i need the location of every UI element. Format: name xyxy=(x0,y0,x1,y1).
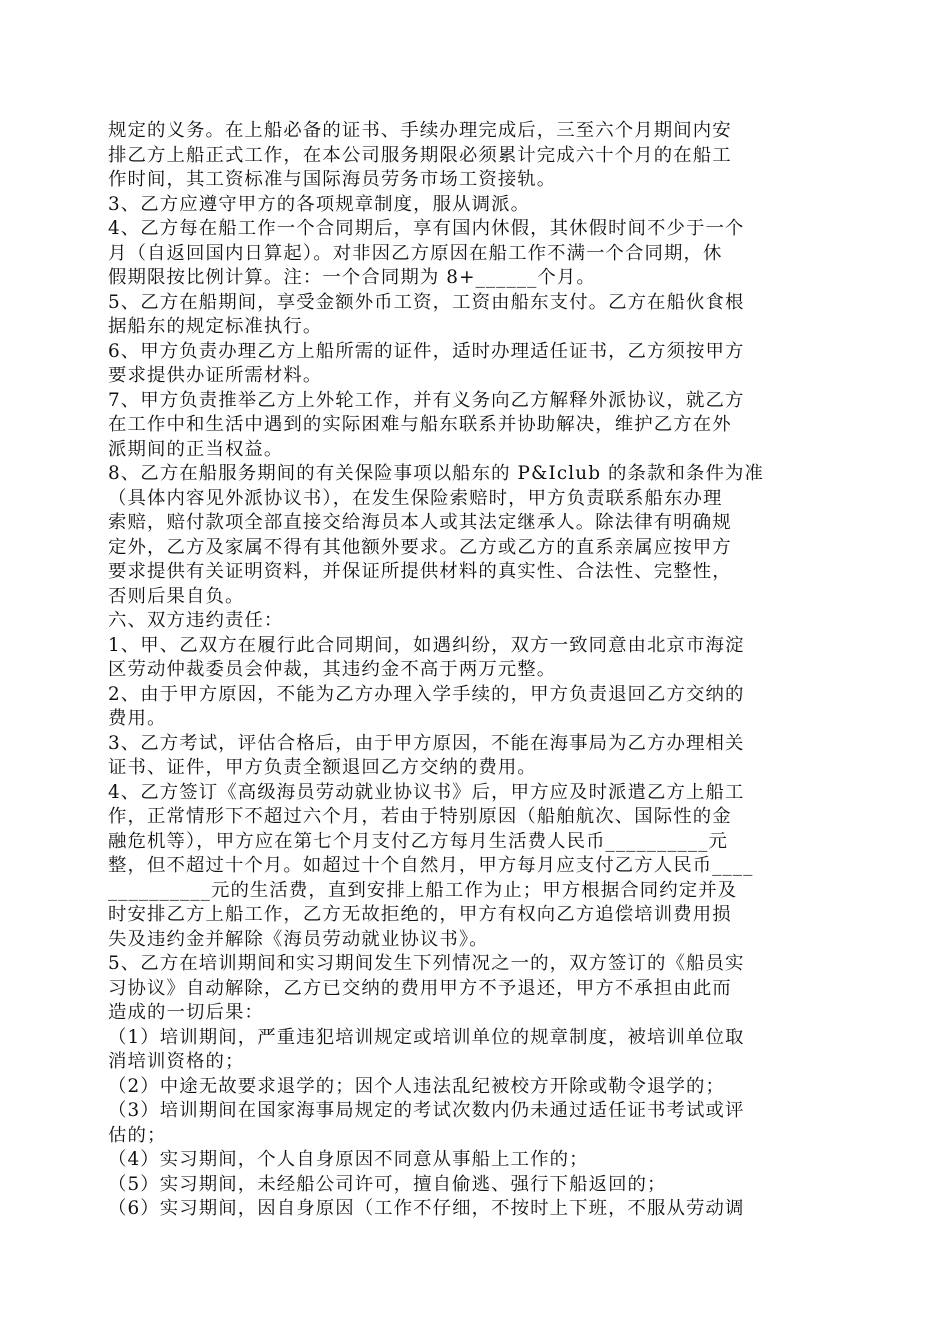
text-line: 月（自返回国内日算起）。对非因乙方原因在船工作不满一个合同期，休 xyxy=(108,242,723,264)
text-line: 作，正常情形下不超过六个月，若由于特别原因（船舶航次、国际性的金 xyxy=(108,806,732,827)
text-line: 1、甲、乙双方在履行此合同期间，如遇纠纷，双方一致同意由北京市海淀 xyxy=(108,634,745,656)
text-line: 作时间，其工资标准与国际海员劳务市场工资接轨。 xyxy=(108,169,557,190)
text-line: （4）实习期间，个人自身原因不同意从事船上工作的； xyxy=(108,1149,589,1170)
text-line: （6）实习期间，因自身原因（工作不仔细，不按时上下班，不服从劳动调 xyxy=(108,1198,745,1219)
text-line: 规定的义务。在上船必备的证书、手续办理完成后，三至六个月期间内安 xyxy=(108,120,732,141)
text-line: 证书、证件，甲方负责全额退回乙方交纳的费用。 xyxy=(108,757,537,778)
text-line: 费用。 xyxy=(108,708,167,729)
text-line: 时安排乙方上船工作，乙方无故拒绝的，甲方有权向乙方追偿培训费用损 xyxy=(108,904,732,925)
text-line: 要求提供办证所需材料。 xyxy=(108,365,323,386)
text-line: （具体内容见外派协议书），在发生保险索赔时，甲方负责联系船东办理 xyxy=(108,487,723,509)
text-line: （1）培训期间，严重违犯培训规定或培训单位的规章制度，被培训单位取 xyxy=(108,1026,745,1048)
text-line: 据船东的规定标准执行。 xyxy=(108,316,323,337)
section-heading: 六、双方违约责任： xyxy=(108,610,284,631)
text-line: 排乙方上船正式工作，在本公司服务期限必须累计完成六十个月的在船工 xyxy=(108,144,732,166)
text-line: 假期限按比例计算。注：一个合同期为 8+______个月。 xyxy=(108,267,596,288)
text-line: 8、乙方在船服务期间的有关保险事项以船东的 P&Iclub 的条款和条件为准 xyxy=(108,463,764,484)
text-line: 习协议》自动解除，乙方已交纳的费用甲方不予退还，甲方不承担由此而 xyxy=(108,977,732,999)
text-line: （3）培训期间在国家海事局规定的考试次数内仍未通过适任证书考试或评 xyxy=(108,1100,745,1121)
text-line: 造成的一切后果： xyxy=(108,1002,264,1023)
text-line: （5）实习期间，未经船公司许可，擅自偷逃、强行下船返回的； xyxy=(108,1173,667,1195)
text-line: 索赔，赔付款项全部直接交给海员本人或其法定继承人。除法律有明确规 xyxy=(108,512,732,533)
text-line: 6、甲方负责办理乙方上船所需的证件，适时办理适任证书，乙方须按甲方 xyxy=(108,340,745,362)
text-line: 定外，乙方及家属不得有其他额外要求。乙方或乙方的直系亲属应按甲方 xyxy=(108,536,732,558)
text-line: 区劳动仲裁委员会仲裁，其违约金不高于两万元整。 xyxy=(108,659,557,680)
text-line: 要求提供有关证明资料，并保证所提供材料的真实性、合法性、完整性， xyxy=(108,561,732,582)
text-line: 派期间的正当权益。 xyxy=(108,438,284,460)
text-line: 5、乙方在培训期间和实习期间发生下列情况之一的，双方签订的《船员实 xyxy=(108,953,745,974)
text-line: 消培训资格的； xyxy=(108,1051,245,1072)
document-page xyxy=(108,119,843,1222)
text-line: 4、乙方签订《高级海员劳动就业协议书》后，甲方应及时派遣乙方上船工 xyxy=(108,781,745,803)
text-line: 5、乙方在船期间，享受金额外币工资，工资由船东支付。乙方在船伙食根 xyxy=(108,291,745,313)
text-line: 3、乙方应遵守甲方的各项规章制度，服从调派。 xyxy=(108,193,531,215)
text-line: 4、乙方每在船工作一个合同期后，享有国内休假，其休假时间不少于一个 xyxy=(108,218,745,239)
text-line: 估的； xyxy=(108,1124,167,1146)
text-line: __________元的生活费，直到安排上船工作为止；甲方根据合同约定并及 xyxy=(108,879,738,901)
text-line: 失及违约金并解除《海员劳动就业协议书》。 xyxy=(108,928,489,950)
text-line: （2）中途无故要求退学的；因个人违法乱纪被校方开除或勒令退学的； xyxy=(108,1075,726,1097)
text-line: 7、甲方负责推举乙方上外轮工作，并有义务向乙方解释外派协议，就乙方 xyxy=(108,389,745,411)
text-line: 在工作中和生活中遇到的实际困难与船东联系并协助解决，维护乙方在外 xyxy=(108,414,732,435)
text-line: 整，但不超过十个月。如超过十个自然月，甲方每月应支付乙方人民币____ xyxy=(108,855,754,876)
text-line: 融危机等），甲方应在第七个月支付乙方每月生活费人民币__________元 xyxy=(108,830,729,852)
text-line: 2、由于甲方原因，不能为乙方办理入学手续的，甲方负责退回乙方交纳的 xyxy=(108,683,745,705)
text-line: 否则后果自负。 xyxy=(108,585,245,607)
text-line: 3、乙方考试，评估合格后，由于甲方原因，不能在海事局为乙方办理相关 xyxy=(108,732,745,754)
